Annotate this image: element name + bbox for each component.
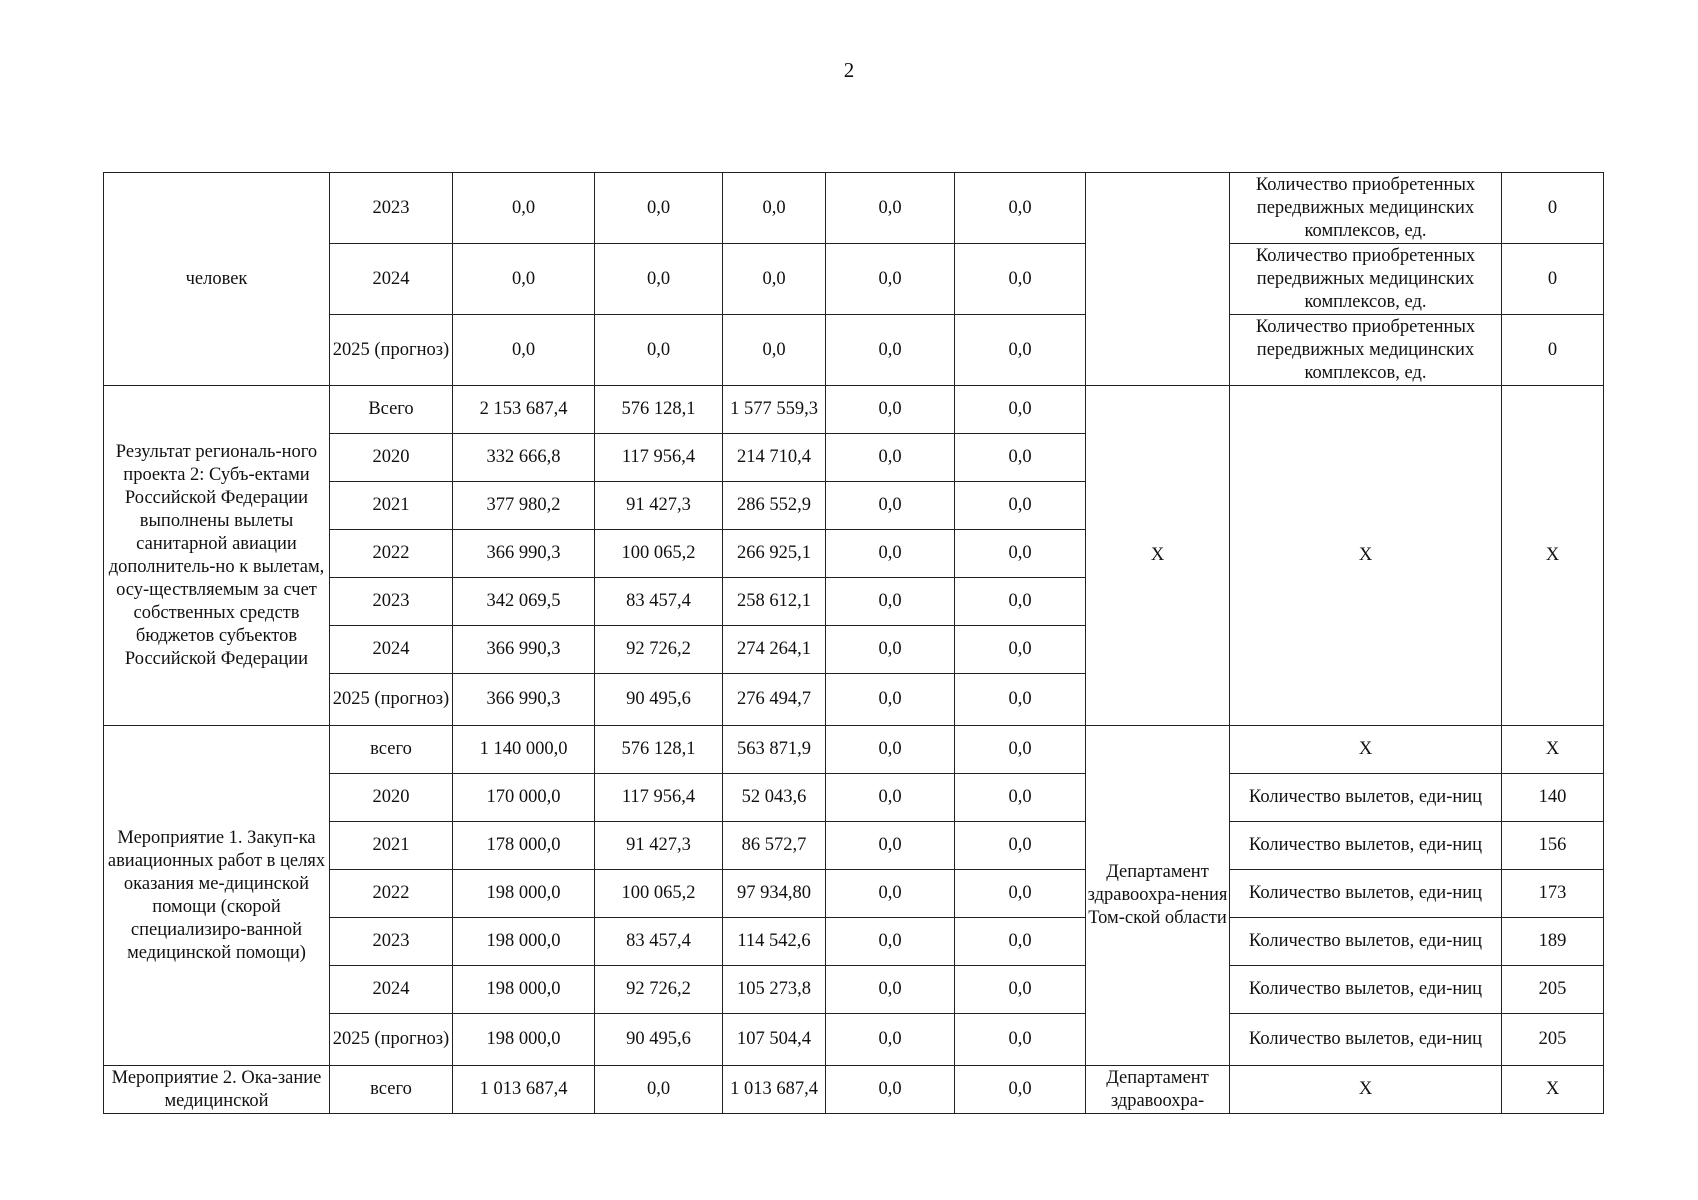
local-cell: 0,0	[826, 870, 955, 918]
total-cell: 1 013 687,4	[453, 1066, 595, 1114]
other-cell: 0,0	[955, 626, 1086, 674]
indicator-cell: Количество вылетов, еди-ниц	[1230, 822, 1502, 870]
indicator-cell: Количество приобретенных передвижных медицинских комплексов, ед.	[1230, 173, 1502, 244]
total-cell: 0,0	[453, 244, 595, 315]
indicator-value-cell: 156	[1502, 822, 1604, 870]
local-cell: 0,0	[826, 482, 955, 530]
federal-cell: 117 956,4	[595, 774, 723, 822]
other-cell: 0,0	[955, 822, 1086, 870]
regional-cell: 0,0	[723, 315, 826, 386]
year-cell: всего	[330, 1066, 453, 1114]
federal-cell: 117 956,4	[595, 434, 723, 482]
responsible-cell	[1086, 173, 1230, 386]
indicator-cell: Количество приобретенных передвижных медицинских комплексов, ед.	[1230, 315, 1502, 386]
other-cell: 0,0	[955, 774, 1086, 822]
indicator-cell: Количество вылетов, еди-ниц	[1230, 1014, 1502, 1066]
year-cell: 2023	[330, 918, 453, 966]
year-cell: Всего	[330, 386, 453, 434]
indicator-cell: Количество вылетов, еди-ниц	[1230, 966, 1502, 1014]
other-cell: 0,0	[955, 173, 1086, 244]
regional-cell: 266 925,1	[723, 530, 826, 578]
indicator-cell: Количество вылетов, еди-ниц	[1230, 774, 1502, 822]
local-cell: 0,0	[826, 674, 955, 726]
other-cell: 0,0	[955, 244, 1086, 315]
local-cell: 0,0	[826, 726, 955, 774]
federal-cell: 83 457,4	[595, 918, 723, 966]
local-cell: 0,0	[826, 918, 955, 966]
total-cell: 198 000,0	[453, 966, 595, 1014]
total-cell: 178 000,0	[453, 822, 595, 870]
indicator-value-cell: 140	[1502, 774, 1604, 822]
item-name-cell: Мероприятие 1. Закуп-ка авиационных работ в целях оказания ме-дицинской помощи (скорой специализиро-ванной медицинской помощи)	[104, 726, 330, 1066]
total-cell: 1 140 000,0	[453, 726, 595, 774]
total-cell: 332 666,8	[453, 434, 595, 482]
local-cell: 0,0	[826, 530, 955, 578]
federal-cell: 576 128,1	[595, 386, 723, 434]
federal-cell: 0,0	[595, 173, 723, 244]
total-cell: 366 990,3	[453, 530, 595, 578]
other-cell: 0,0	[955, 578, 1086, 626]
federal-cell: 576 128,1	[595, 726, 723, 774]
table-row	[104, 726, 1604, 774]
total-cell: 0,0	[453, 173, 595, 244]
other-cell: 0,0	[955, 530, 1086, 578]
table-row	[104, 1066, 1604, 1114]
regional-cell: 105 273,8	[723, 966, 826, 1014]
local-cell: 0,0	[826, 173, 955, 244]
regional-cell: 274 264,1	[723, 626, 826, 674]
indicator-value-cell: X	[1502, 1066, 1604, 1114]
federal-cell: 83 457,4	[595, 578, 723, 626]
federal-cell: 92 726,2	[595, 626, 723, 674]
indicator-value-cell: 173	[1502, 870, 1604, 918]
total-cell: 198 000,0	[453, 1014, 595, 1066]
local-cell: 0,0	[826, 434, 955, 482]
year-cell: 2024	[330, 966, 453, 1014]
regional-cell: 52 043,6	[723, 774, 826, 822]
table-row	[104, 386, 1604, 434]
year-cell: 2021	[330, 482, 453, 530]
regional-cell: 0,0	[723, 173, 826, 244]
indicator-value-cell: 205	[1502, 1014, 1604, 1066]
indicator-cell: X	[1230, 1066, 1502, 1114]
federal-cell: 0,0	[595, 315, 723, 386]
other-cell: 0,0	[955, 726, 1086, 774]
table-row	[104, 173, 1604, 244]
responsible-cell: Департамент здравоохра-нения Том-ской области	[1086, 726, 1230, 1066]
indicator-value-cell: 0	[1502, 315, 1604, 386]
total-cell: 366 990,3	[453, 626, 595, 674]
responsible-cell: X	[1086, 386, 1230, 726]
local-cell: 0,0	[826, 626, 955, 674]
other-cell: 0,0	[955, 1014, 1086, 1066]
year-cell: 2021	[330, 822, 453, 870]
indicator-cell: X	[1230, 386, 1502, 726]
total-cell: 198 000,0	[453, 918, 595, 966]
regional-cell: 107 504,4	[723, 1014, 826, 1066]
other-cell: 0,0	[955, 1066, 1086, 1114]
regional-cell: 114 542,6	[723, 918, 826, 966]
year-cell: 2020	[330, 774, 453, 822]
indicator-value-cell: X	[1502, 726, 1604, 774]
regional-cell: 0,0	[723, 244, 826, 315]
indicator-cell: Количество приобретенных передвижных медицинских комплексов, ед.	[1230, 244, 1502, 315]
indicator-cell: Количество вылетов, еди-ниц	[1230, 918, 1502, 966]
total-cell: 366 990,3	[453, 674, 595, 726]
federal-cell: 90 495,6	[595, 1014, 723, 1066]
local-cell: 0,0	[826, 244, 955, 315]
year-cell: 2025 (прогноз)	[330, 1014, 453, 1066]
total-cell: 198 000,0	[453, 870, 595, 918]
total-cell: 377 980,2	[453, 482, 595, 530]
indicator-value-cell: X	[1502, 386, 1604, 726]
regional-cell: 214 710,4	[723, 434, 826, 482]
other-cell: 0,0	[955, 315, 1086, 386]
year-cell: 2025 (прогноз)	[330, 674, 453, 726]
local-cell: 0,0	[826, 1066, 955, 1114]
total-cell: 2 153 687,4	[453, 386, 595, 434]
item-name-cell: Мероприятие 2. Ока-зание медицинской	[104, 1066, 330, 1114]
item-name-cell: Результат региональ-ного проекта 2: Субъ-ектами Российской Федерации выполнены вылеты санитарной авиации дополнитель-но к вылетам, осу-ществляемым за счет собственных средств бюджетов субъектов Российской Федерации	[104, 386, 330, 726]
federal-cell: 91 427,3	[595, 482, 723, 530]
regional-cell: 563 871,9	[723, 726, 826, 774]
other-cell: 0,0	[955, 482, 1086, 530]
year-cell: 2022	[330, 530, 453, 578]
financing-table	[103, 172, 1604, 1114]
federal-cell: 90 495,6	[595, 674, 723, 726]
page-number: 2	[843, 58, 855, 82]
federal-cell: 91 427,3	[595, 822, 723, 870]
indicator-cell: X	[1230, 726, 1502, 774]
other-cell: 0,0	[955, 386, 1086, 434]
other-cell: 0,0	[955, 870, 1086, 918]
regional-cell: 276 494,7	[723, 674, 826, 726]
local-cell: 0,0	[826, 386, 955, 434]
local-cell: 0,0	[826, 315, 955, 386]
year-cell: 2025 (прогноз)	[330, 315, 453, 386]
federal-cell: 0,0	[595, 1066, 723, 1114]
local-cell: 0,0	[826, 1014, 955, 1066]
regional-cell: 1 013 687,4	[723, 1066, 826, 1114]
indicator-value-cell: 0	[1502, 173, 1604, 244]
local-cell: 0,0	[826, 966, 955, 1014]
year-cell: 2023	[330, 578, 453, 626]
year-cell: 2022	[330, 870, 453, 918]
responsible-cell: Департамент здравоохра-	[1086, 1066, 1230, 1114]
federal-cell: 92 726,2	[595, 966, 723, 1014]
item-name-cell: человек	[104, 173, 330, 386]
other-cell: 0,0	[955, 966, 1086, 1014]
indicator-value-cell: 0	[1502, 244, 1604, 315]
regional-cell: 97 934,80	[723, 870, 826, 918]
year-cell: 2023	[330, 173, 453, 244]
regional-cell: 86 572,7	[723, 822, 826, 870]
indicator-value-cell: 189	[1502, 918, 1604, 966]
year-cell: 2020	[330, 434, 453, 482]
federal-cell: 0,0	[595, 244, 723, 315]
local-cell: 0,0	[826, 578, 955, 626]
indicator-cell: Количество вылетов, еди-ниц	[1230, 870, 1502, 918]
local-cell: 0,0	[826, 774, 955, 822]
regional-cell: 258 612,1	[723, 578, 826, 626]
other-cell: 0,0	[955, 674, 1086, 726]
total-cell: 170 000,0	[453, 774, 595, 822]
regional-cell: 286 552,9	[723, 482, 826, 530]
local-cell: 0,0	[826, 822, 955, 870]
total-cell: 0,0	[453, 315, 595, 386]
federal-cell: 100 065,2	[595, 870, 723, 918]
other-cell: 0,0	[955, 918, 1086, 966]
indicator-value-cell: 205	[1502, 966, 1604, 1014]
regional-cell: 1 577 559,3	[723, 386, 826, 434]
total-cell: 342 069,5	[453, 578, 595, 626]
year-cell: 2024	[330, 626, 453, 674]
year-cell: 2024	[330, 244, 453, 315]
year-cell: всего	[330, 726, 453, 774]
federal-cell: 100 065,2	[595, 530, 723, 578]
other-cell: 0,0	[955, 434, 1086, 482]
